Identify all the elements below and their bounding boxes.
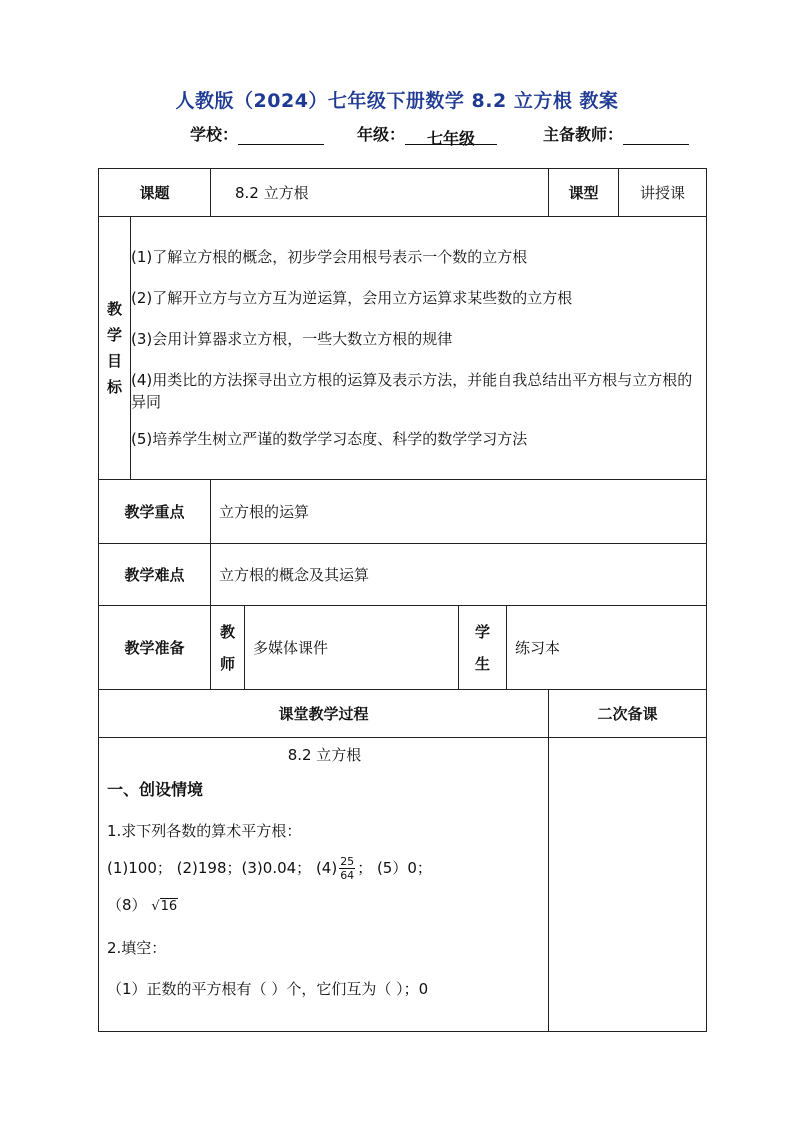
question-1: 1.求下列各数的算术平方根： <box>107 822 302 840</box>
row-topic <box>99 169 707 217</box>
goal-item: (4)用类比的方法探寻出立方根的运算及表示方法，并能自我总结出平方根与立方根的异同 <box>131 370 693 411</box>
school-value <box>238 126 324 145</box>
school-label: 学校： <box>190 125 239 144</box>
second-prep-content <box>549 738 707 1032</box>
difficulty-value: 立方根的概念及其运算 <box>211 544 707 606</box>
question-1-items-cont: （8） √16 <box>107 896 178 914</box>
question-2-line-1: （1）正数的平方根有（ ）个，它们互为（ ）；0 <box>107 980 429 998</box>
student-prep-value: 练习本 <box>507 606 707 690</box>
goal-item: (3)会用计算器求立方根，一些大数立方根的规律 <box>131 329 453 348</box>
section-heading: 一、创设情境 <box>107 780 204 799</box>
teacher-field <box>543 122 689 145</box>
focus-value: 立方根的运算 <box>211 480 707 544</box>
topic-value: 8.2 立方根 <box>211 169 549 217</box>
student-prep-label: 学 生 <box>459 606 507 690</box>
row-difficulty <box>99 544 707 606</box>
goal-item: (1)了解立方根的概念，初步学会用根号表示一个数的立方根 <box>131 247 528 266</box>
row-process-body <box>99 738 707 1032</box>
goals-list <box>131 217 707 480</box>
row-focus <box>99 480 707 544</box>
lesson-plan-table <box>98 168 707 1032</box>
teacher-prep-value: 多媒体课件 <box>245 606 459 690</box>
second-prep-label: 二次备课 <box>549 690 707 738</box>
fraction: $\frac{25}{64}$ <box>340 855 355 882</box>
grade-field <box>357 122 497 148</box>
grade-label: 年级： <box>357 125 406 144</box>
goal-item: (5)培养学生树立严谨的数学学习态度、科学的数学学习方法 <box>131 429 528 448</box>
school-field <box>190 122 324 145</box>
teacher-label: 主备教师： <box>543 125 624 144</box>
question-2: 2.填空： <box>107 939 167 957</box>
topic-label: 课题 <box>99 169 211 217</box>
process-content <box>99 738 549 1032</box>
type-value: 讲授课 <box>619 169 707 217</box>
document-title: 人教版（2024）七年级下册数学 8.2 立方根 教案 <box>175 90 619 112</box>
question-1-items: (1)100； (2)198；(3)0.04； (4) $\frac{25}{64}$ ； (5）0； <box>107 855 432 882</box>
row-process-header <box>99 690 707 738</box>
focus-label: 教学重点 <box>99 480 211 544</box>
process-label: 课堂教学过程 <box>99 690 549 738</box>
type-label: 课型 <box>549 169 619 217</box>
difficulty-label: 教学难点 <box>99 544 211 606</box>
lesson-title: 8.2 立方根 <box>287 746 362 764</box>
teacher-prep-label: 教 师 <box>211 606 245 690</box>
row-goals <box>99 217 707 480</box>
teacher-value <box>623 126 689 145</box>
row-prep <box>99 606 707 690</box>
goal-item: (2)了解开立方与立方互为逆运算，会用立方运算求某些数的立方根 <box>131 288 573 307</box>
goals-label: 教 学 目 标 <box>99 217 131 480</box>
grade-value: 七年级 <box>405 126 497 145</box>
sqrt-expression: √16 <box>151 899 178 914</box>
prep-label: 教学准备 <box>99 606 211 690</box>
